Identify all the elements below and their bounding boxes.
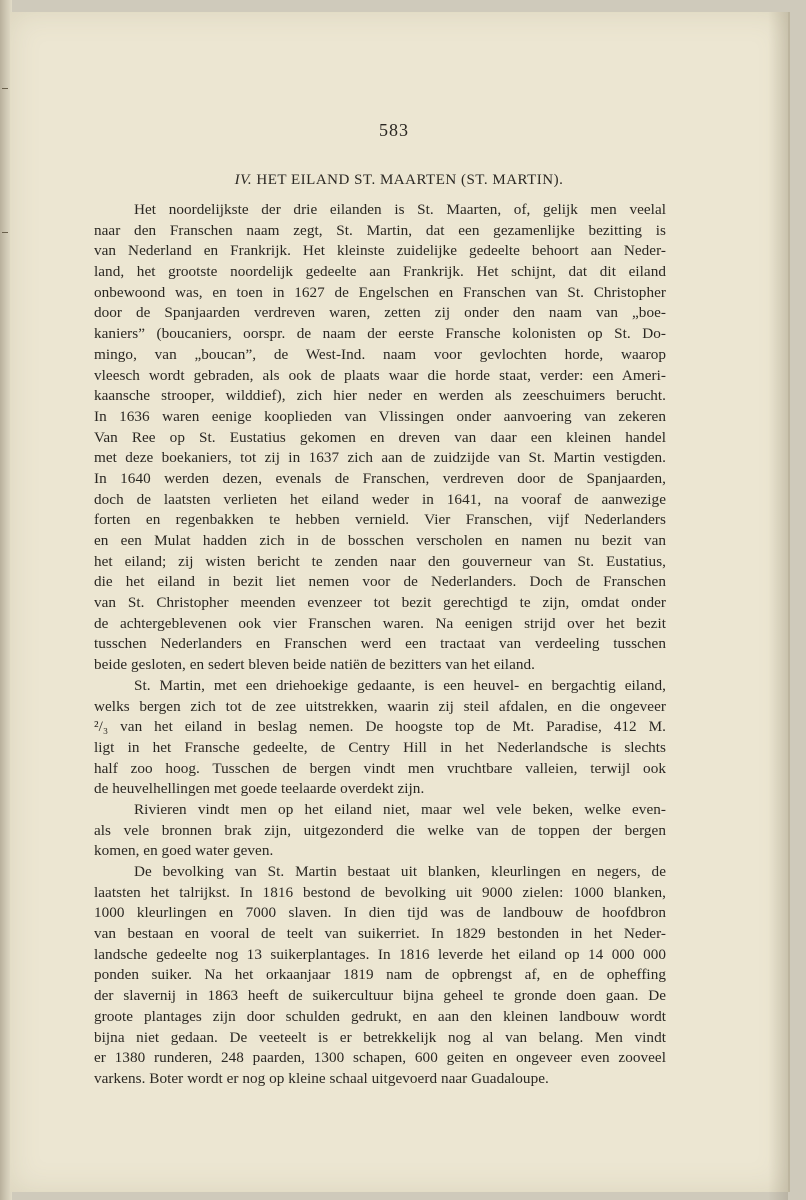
text-line: naar den Franschen naam zegt, St. Martin, dat een gezamenlijke bezitting is (94, 221, 666, 239)
text-line: De bevolking van St. Martin bestaat uit blanken, kleurlingen en negers, de (134, 863, 666, 880)
text-line: half zoo hoog. Tusschen de bergen vindt men vruchtbare valleien, terwijl ook (94, 759, 666, 777)
body-text (94, 200, 666, 1090)
text-line: met deze boekaniers, tot zij in 1637 zich aan de zuidzijde van St. Martin vestigden. (94, 449, 666, 467)
text-line: vleesch wordt gebraden, als ook de plaats waar die horde staat, verder: een Ameri- (94, 366, 666, 384)
text-line: In 1636 waren eenige kooplieden van Vlissingen onder aanvoering van zekeren (94, 407, 666, 425)
chapter-heading: HET EILAND ST. MAARTEN (ST. MARTIN). (256, 172, 564, 188)
chapter-title (10, 172, 788, 189)
text-line: forten en regenbakken te hebben vernield. Vier Franschen, vijf Nederlanders (94, 511, 666, 529)
book-page (10, 12, 790, 1192)
text-line: groote plantages zijn door schulden gedrukt, en aan den kleinen landbouw wordt (94, 1007, 666, 1025)
text-line: van Nederland en Frankrijk. Het kleinste zuidelijke gedeelte behoort aan Neder- (94, 242, 666, 260)
text-line: de heuvelhellingen met goede teelaarde overdekt zijn. (94, 780, 425, 798)
text-line: die het eiland in bezit liet nemen voor de Nederlanders. Doch de Franschen (94, 573, 666, 591)
text-line: varkens. Boter wordt er nog op kleine schaal uitgevoerd naar Guadaloupe. (94, 1069, 549, 1087)
text-line: St. Martin, met een driehoekige gedaante, is een heuvel- en bergachtig eiland, (134, 676, 666, 694)
text-line: ligt in het Fransche gedeelte, de Centry Hill in het Nederlandsche is slechts (94, 738, 666, 756)
chapter-numeral: IV. (234, 172, 253, 188)
text-line: door de Spanjaarden verdreven waren, zetten zij onder den naam van „boe- (94, 304, 666, 322)
text-line: Het noordelijkste der drie eilanden is St. Maarten, of, gelijk men veelal (134, 201, 666, 218)
text-line: welks bergen zich tot de zee uitstrekken, waarin zij steil afdalen, en die ongeveer (94, 697, 666, 715)
text-line: In 1640 werden dezen, evenals de Franschen, verdreven door de Spanjaarden, (94, 469, 666, 487)
text-line: doch de laatsten verlieten het eiland weder in 1641, na vooraf de aanwezige (94, 490, 666, 508)
text-line: tusschen Nederlanders en Franschen werd een tractaat van verdeeling tusschen (94, 635, 666, 653)
text-line: Van Ree op St. Eustatius gekomen en dreven van daar een kleinen handel (94, 428, 666, 446)
text-line: komen, en goed water geven. (94, 842, 274, 860)
text-line: landsche gedeelte nog 13 suikerplantages. In 1816 leverde het eiland op 14 000 000 (94, 945, 666, 963)
text-line: ²/₃ van het eiland in beslag nemen. De hoogste top de Mt. Paradise, 412 M. (94, 718, 666, 736)
text-line: laatsten het talrijkst. In 1816 bestond de bevolking uit 9000 zielen: 1000 blanken, (94, 883, 666, 901)
text-line: land, het grootste noordelijk gedeelte aan Frankrijk. Het schijnt, dat dit eiland (94, 263, 666, 281)
page-shadow (768, 12, 788, 1200)
text-line: en een Mulat hadden zich in de bosschen verscholen en namen nu bezit van (94, 532, 666, 549)
text-line: er 1380 runderen, 248 paarden, 1300 schapen, 600 geiten en ongeveer even zooveel (94, 1049, 666, 1067)
text-line: als vele bronnen brak zijn, uitgezonderd die welke van de toppen der bergen (94, 821, 666, 839)
text-line: ponden suiker. Na het orkaanjaar 1819 nam de opbrengst af, en de opheffing (94, 966, 666, 984)
text-line: 1000 kleurlingen en 7000 slaven. In dien tijd was de landbouw de hoofdbron (94, 904, 666, 922)
text-line: mingo, van „boucan”, de West-Ind. naam voor gevlochten horde, waarop (94, 345, 666, 363)
text-line: de achtergeblevenen ook vier Franschen waren. Na eenigen strijd over het bezit (94, 614, 666, 632)
page-number: 583 (379, 120, 409, 140)
text-line: van bestaan en vooral de teelt van suikerriet. In 1829 bestonden in het Neder- (94, 925, 666, 943)
margin-mark (2, 232, 8, 233)
text-line: onbewoond was, en toen in 1627 de Engelschen en Franschen van St. Christopher (94, 283, 666, 301)
text-line: der slavernij in 1863 heeft de suikercultuur bijna geheel te gronde doen gaan. De (94, 987, 666, 1005)
text-line: beide gesloten, en sedert bleven beide natiën de bezitters van het eiland. (94, 656, 536, 674)
text-line: Rivieren vindt men op het eiland niet, maar wel vele beken, welke even- (134, 800, 666, 818)
text-line: kaansche strooper, wilddief), zich hier neder en werden als zeeschuimers berucht. (94, 387, 666, 405)
text-line: kaniers” (boucaniers, oorspr. de naam der eerste Fransche kolonisten op St. Do- (94, 325, 666, 343)
text-line: bijna niet gedaan. De veeteelt is er betrekkelijk nog al van belang. Men vindt (94, 1028, 666, 1046)
text-line: van St. Christopher meenden evenzeer tot bezit gerechtigd te zijn, omdat onder (94, 594, 666, 612)
text-line: het eiland; zij wisten bericht te zenden naar den gouverneur van St. Eustatius, (94, 552, 666, 570)
margin-mark (2, 88, 8, 89)
